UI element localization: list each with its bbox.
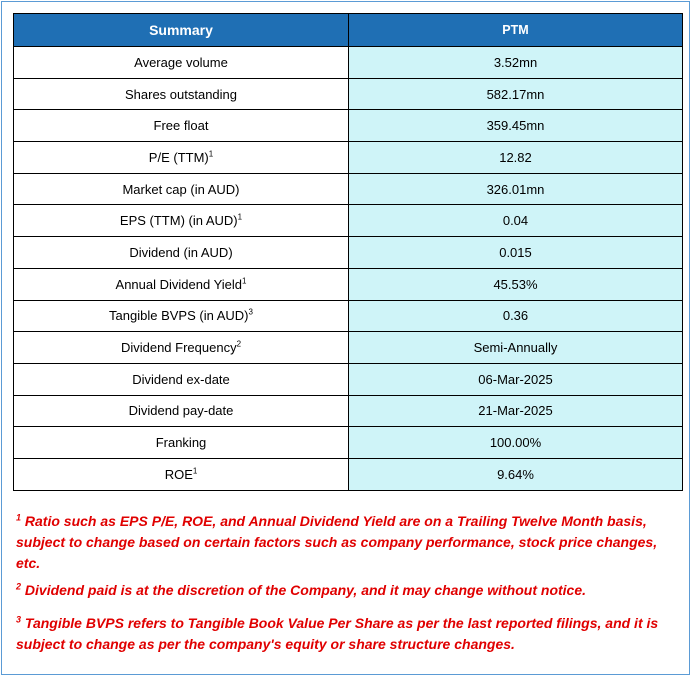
row-label-text: Average volume	[134, 54, 228, 70]
row-label-text: Market cap (in AUD)	[122, 181, 240, 197]
row-label	[14, 78, 349, 110]
footnote-ref: 1	[192, 466, 198, 476]
footnote-text: Dividend paid is at the discretion of the Company, and it may change without notice.	[24, 582, 587, 598]
row-value: 326.01mn	[349, 173, 683, 205]
table-header-row	[14, 14, 683, 47]
table-row	[14, 268, 683, 300]
footnote-ref: 1	[242, 276, 247, 286]
footnote-marker: 1	[16, 512, 22, 523]
row-value: Semi-Annually	[349, 332, 683, 364]
row-label	[14, 47, 349, 79]
table-row	[14, 142, 683, 174]
table-row	[14, 237, 683, 269]
row-label-text: Franking	[155, 435, 207, 451]
footnote-ref: 1	[237, 212, 243, 222]
summary-panel	[1, 1, 690, 675]
footnote-marker: 3	[16, 614, 22, 625]
row-label-text: Dividend Frequency	[120, 340, 237, 356]
row-value: 582.17mn	[349, 78, 683, 110]
row-label	[14, 173, 349, 205]
table-row	[14, 395, 683, 427]
table-row	[14, 458, 683, 490]
row-label	[14, 300, 349, 332]
row-label	[14, 237, 349, 269]
table-row	[14, 205, 683, 237]
row-label-text: Dividend (in AUD)	[129, 244, 233, 260]
row-label	[14, 363, 349, 395]
table-row	[14, 363, 683, 395]
table-row	[14, 110, 683, 142]
footnote-ref: 1	[208, 149, 214, 159]
table-row	[14, 332, 683, 364]
row-value: 0.015	[349, 237, 683, 269]
table-row	[14, 173, 683, 205]
row-label-text: Shares outstanding	[124, 86, 238, 102]
row-label	[14, 110, 349, 142]
row-value: 3.52mn	[349, 47, 683, 79]
footnote-marker: 2	[16, 581, 22, 592]
row-label-text: P/E (TTM)	[148, 149, 209, 165]
row-value: 9.64%	[349, 458, 683, 490]
row-value: 06-Mar-2025	[349, 363, 683, 395]
row-label	[14, 332, 349, 364]
row-value: 45.53%	[349, 268, 683, 300]
row-label-text: Free float	[153, 118, 209, 134]
table-body	[14, 47, 683, 491]
footnote-ref: 3	[248, 308, 253, 318]
header-ticker: PTM	[349, 14, 683, 47]
footnote-text: Ratio such as EPS P/E, ROE, and Annual Dividend Yield are on a Trailing Twelve Month basis, subject to change based on certain factors such as company performance, stock price changes, etc.	[16, 513, 658, 571]
row-label	[14, 205, 349, 237]
row-label	[14, 458, 349, 490]
row-value: 12.82	[349, 142, 683, 174]
row-label-text: Annual Dividend Yield	[115, 276, 243, 292]
footnote-1	[16, 511, 676, 574]
row-value: 0.04	[349, 205, 683, 237]
table-row	[14, 427, 683, 459]
row-label	[14, 268, 349, 300]
row-value: 0.36	[349, 300, 683, 332]
row-label	[14, 395, 349, 427]
table-row	[14, 300, 683, 332]
row-label-text: Tangible BVPS (in AUD)	[109, 308, 249, 324]
table-row	[14, 78, 683, 110]
summary-table	[13, 13, 683, 491]
row-label-text: ROE	[164, 466, 193, 482]
row-value: 21-Mar-2025	[349, 395, 683, 427]
footnote-ref: 2	[236, 339, 242, 349]
footnotes	[16, 511, 676, 655]
footnote-2	[16, 580, 676, 601]
row-value: 100.00%	[349, 427, 683, 459]
row-label-text: Dividend ex-date	[132, 371, 230, 387]
footnote-3	[16, 613, 676, 655]
footnote-text: Tangible BVPS refers to Tangible Book Value Per Share as per the last reported filings, and it is subject to change as per the company's equity or share structure changes.	[16, 615, 659, 652]
header-summary: Summary	[14, 14, 349, 47]
row-label	[14, 142, 349, 174]
row-value: 359.45mn	[349, 110, 683, 142]
row-label-text: Dividend pay-date	[128, 403, 234, 419]
row-label-text: EPS (TTM) (in AUD)	[119, 213, 238, 229]
row-label	[14, 427, 349, 459]
table-row	[14, 47, 683, 79]
